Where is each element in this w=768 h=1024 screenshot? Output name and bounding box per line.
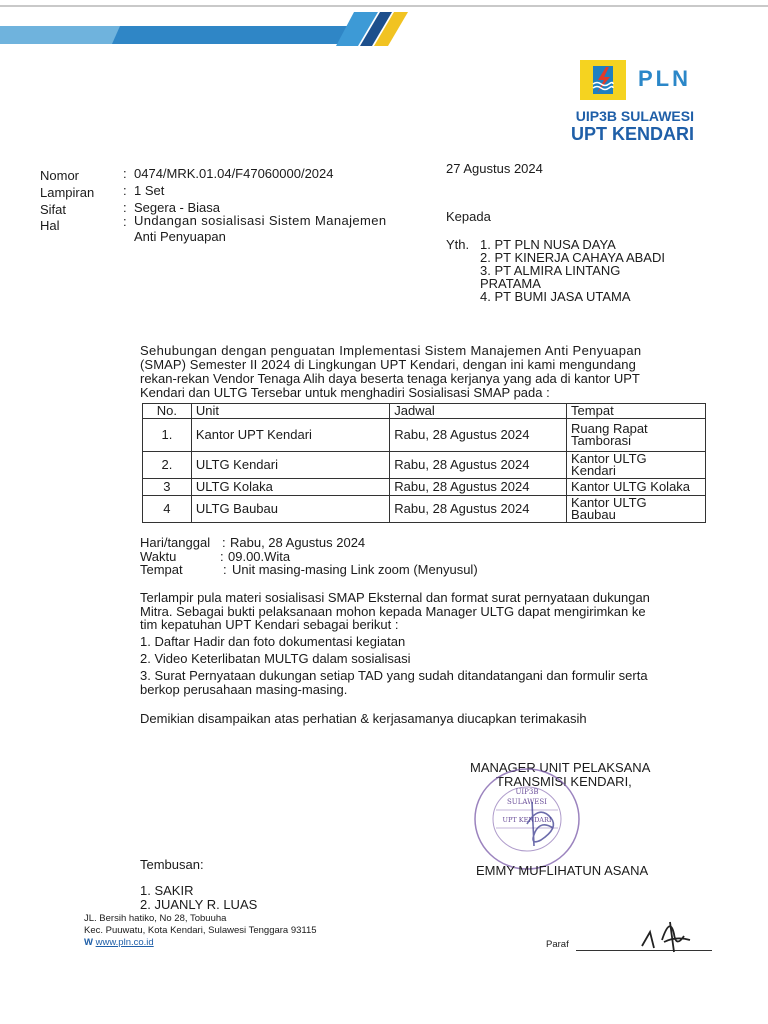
list-item: 3. Surat Pernyataan dukungan setiap TAD yang sudah ditandatangani dan formulir serta [140, 668, 648, 683]
colon: : [123, 183, 127, 198]
cc-heading: Tembusan: [140, 857, 204, 872]
schedule-table [142, 403, 706, 523]
hal-label: Hal [40, 218, 60, 233]
signer-title: MANAGER UNIT PELAKSANA [470, 760, 651, 775]
sifat-label: Sifat [40, 202, 67, 217]
colon: : [220, 549, 224, 564]
intro-line: Sehubungan dengan penguatan Implementasi Sistem Manajemen Anti Penyuapan [140, 343, 642, 358]
cell-date: Rabu, 28 Agustus 2024 [390, 419, 567, 452]
colon: : [123, 214, 127, 229]
web-prefix: W [84, 937, 93, 948]
cell-place-line: Kendari [571, 463, 616, 478]
header-no: No. [143, 404, 192, 419]
cell-date: Rabu, 28 Agustus 2024 [390, 479, 567, 496]
recipient-item: 2. PT KINERJA CAHAYA ABADI [480, 250, 665, 265]
header-schedule: Jadwal [390, 404, 567, 419]
hal-value-cont: Anti Penyuapan [134, 229, 226, 244]
attach-line: Mitra. Sebagai bukti pelaksanaan mohon kepada Manager ULTG dapat mengirimkan ke [140, 604, 646, 619]
table-row [143, 419, 706, 452]
lampiran-value: 1 Set [134, 183, 165, 198]
stamp-text: UPT KENDARI [502, 816, 552, 824]
letter-date: 27 Agustus 2024 [446, 161, 543, 176]
cell-place-line: Tamborasi [571, 433, 632, 448]
stamp-text: UIP3B [515, 788, 539, 796]
recipient-heading: Kepada [446, 209, 491, 224]
recipient-item: 1. PT PLN NUSA DAYA [480, 237, 616, 252]
list-item: 1. Daftar Hadir dan foto dokumentasi kegiatan [140, 634, 406, 649]
recipient-yth: Yth. [446, 237, 470, 252]
cell-place [567, 496, 706, 523]
hal-value: Undangan sosialisasi Sistem Manajemen [134, 213, 387, 228]
colon: : [123, 166, 127, 181]
cell-date: Rabu, 28 Agustus 2024 [390, 452, 567, 479]
signer-name: EMMY MUFLIHATUN ASANA [476, 863, 649, 878]
cell-place [567, 452, 706, 479]
cell-unit: ULTG Kolaka [191, 479, 389, 496]
recipient-item: 4. PT BUMI JASA UTAMA [480, 289, 631, 304]
official-stamp-icon [472, 766, 582, 872]
time-label: Waktu [140, 549, 177, 564]
cell-no: 2. [143, 452, 192, 479]
colon: : [123, 200, 127, 215]
colon: : [223, 562, 227, 577]
day-value: Rabu, 28 Agustus 2024 [230, 535, 366, 550]
cell-unit: Kantor UPT Kendari [191, 419, 389, 452]
paraf-label: Paraf [546, 939, 569, 950]
cell-place-line: Baubau [571, 507, 616, 522]
intro-line: Kendari dan ULTG Tersebar untuk menghadiri Sosialisasi SMAP pada : [140, 385, 550, 400]
table-row [143, 479, 706, 496]
table-header-row [143, 404, 706, 419]
cc-item: 1. SAKIR [140, 883, 194, 898]
day-label: Hari/tanggal [140, 535, 211, 550]
sifat-value: Segera - Biasa [134, 200, 220, 215]
cell-place-line: Ruang Rapat [571, 421, 648, 436]
time-value: 09.00.Wita [228, 549, 291, 564]
pln-logo-icon [580, 60, 626, 100]
cc-item: 2. JUANLY R. LUAS [140, 897, 258, 912]
cell-place: Kantor ULTG Kolaka [567, 479, 706, 496]
list-item: 2. Video Keterlibatan MULTG dalam sosialisasi [140, 651, 411, 666]
cell-no: 3 [143, 479, 192, 496]
header-unit: Unit [191, 404, 389, 419]
footer-address: JL. Bersih hatiko, No 28, Tobuuha [84, 913, 227, 924]
cell-no: 4 [143, 496, 192, 523]
header-place: Tempat [567, 404, 706, 419]
recipient-item: PRATAMA [480, 276, 541, 291]
lampiran-label: Lampiran [40, 185, 95, 200]
nomor-label: Nomor [40, 168, 80, 183]
intro-line: rekan-rekan Vendor Tenaga Alih daya beserta tenaga kerjanya yang ada di kantor UPT [140, 371, 640, 386]
intro-line: (SMAP) Semester II 2024 di Lingkungan UPT Kendari, dengan ini kami mengundang [140, 357, 636, 372]
cell-unit: ULTG Baubau [191, 496, 389, 523]
signer-title: TRANSMISI KENDARI, [496, 774, 632, 789]
recipient-item: 3. PT ALMIRA LINTANG [480, 263, 621, 278]
paraf-signature-icon [636, 912, 696, 954]
attach-line: tim kepatuhan UPT Kendari sebagai berikut : [140, 617, 399, 632]
cell-place-line: Kantor ULTG [571, 495, 647, 510]
attach-line: Terlampir pula materi sosialisasi SMAP Eksternal dan format surat pernyataan dukungan [140, 590, 650, 605]
nomor-value: 0474/MRK.01.04/F47060000/2024 [134, 166, 334, 181]
footer-web [84, 937, 154, 949]
unit-subname: UPT KENDARI [570, 124, 694, 144]
place-value: Unit masing-masing Link zoom (Menyusul) [232, 562, 478, 577]
list-item: berkop perusahaan masing-masing. [140, 682, 348, 697]
cell-unit: ULTG Kendari [191, 452, 389, 479]
web-link[interactable]: www.pln.co.id [95, 937, 154, 948]
table-row [143, 496, 706, 523]
header-stripe [0, 0, 768, 60]
table-row [143, 452, 706, 479]
cell-place [567, 419, 706, 452]
cell-place-line: Kantor ULTG [571, 451, 647, 466]
unit-name: UIP3B SULAWESI [575, 108, 694, 124]
place-label: Tempat [140, 562, 183, 577]
cell-date: Rabu, 28 Agustus 2024 [390, 496, 567, 523]
stamp-text: SULAWESI [507, 798, 547, 806]
colon: : [222, 535, 226, 550]
cell-no: 1. [143, 419, 192, 452]
logo-text: PLN [638, 66, 691, 91]
footer-address: Kec. Puuwatu, Kota Kendari, Sulawesi Tenggara 93115 [84, 925, 317, 936]
closing-text: Demikian disampaikan atas perhatian & kerjasamanya diucapkan terimakasih [140, 711, 587, 726]
